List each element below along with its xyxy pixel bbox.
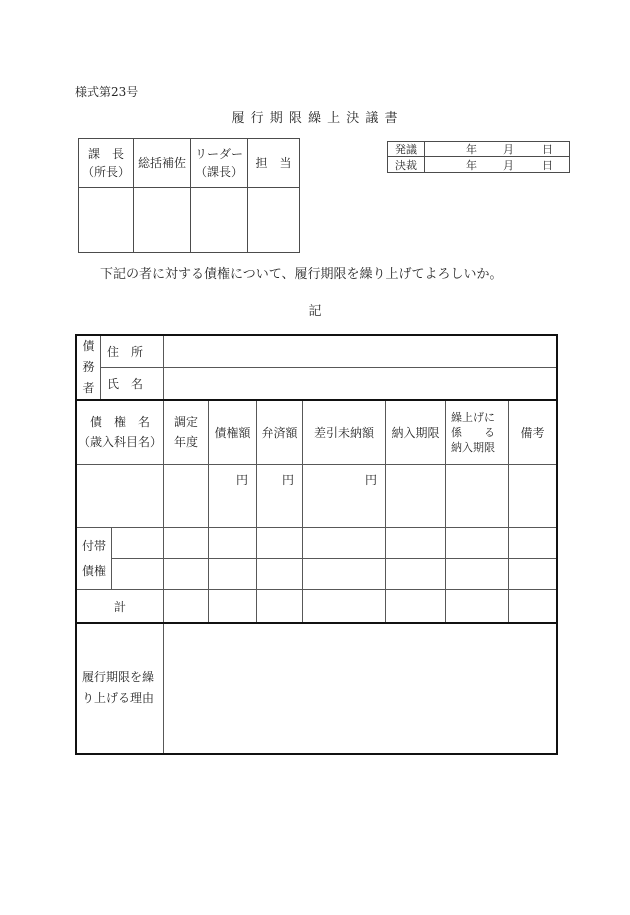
balance-due-field[interactable]: 円 xyxy=(303,465,386,528)
main-table xyxy=(75,334,558,755)
assessment-year-field[interactable] xyxy=(164,465,209,528)
claim-amount-header: 債権額 xyxy=(209,400,257,465)
record-marker: 記 xyxy=(308,304,322,319)
year-label: 年 xyxy=(466,143,477,156)
instruction-text: 下記の者に対する債権について、履行期限を繰り上げてよろしいか。 xyxy=(100,267,503,282)
claim-amount-field[interactable]: 円 xyxy=(209,465,257,528)
incidental-deadline-field-2[interactable] xyxy=(386,559,446,590)
proposal-label: 発議 xyxy=(388,142,425,157)
total-deadline-field[interactable] xyxy=(386,590,446,623)
incidental-name-field-1[interactable] xyxy=(112,528,164,559)
incidental-claim-amount-field-1[interactable] xyxy=(209,528,257,559)
page-title: 履 行 期 限 繰 上 決 議 書 xyxy=(231,111,399,126)
stamp-box-person-in-charge[interactable] xyxy=(248,188,299,252)
incidental-repaid-field-1[interactable] xyxy=(257,528,303,559)
incidental-year-field-2[interactable] xyxy=(164,559,209,590)
month-label: 月 xyxy=(503,158,514,172)
total-year-field[interactable] xyxy=(164,590,209,623)
month-label: 月 xyxy=(503,143,514,156)
proposal-date-field[interactable] xyxy=(425,142,569,157)
claim-name-field[interactable] xyxy=(77,465,164,528)
approval-header-section-chief xyxy=(79,139,134,188)
assessment-year-header: 調定 年度 xyxy=(164,400,209,465)
incidental-deadline-field-1[interactable] xyxy=(386,528,446,559)
stamp-box-section-chief[interactable] xyxy=(79,188,134,252)
total-label: 計 xyxy=(77,590,164,623)
incidental-claim-amount-field-2[interactable] xyxy=(209,559,257,590)
section-divider-debtor xyxy=(76,399,557,401)
approval-header-leader xyxy=(191,139,248,188)
incidental-repaid-field-2[interactable] xyxy=(257,559,303,590)
decision-date-table xyxy=(387,141,570,173)
repaid-amount-field[interactable]: 円 xyxy=(257,465,303,528)
debtor-label: 債 務 者 xyxy=(77,336,101,400)
advanced-deadline-field[interactable] xyxy=(446,465,509,528)
approval-date-label: 決裁 xyxy=(388,157,425,172)
incidental-advanced-field-1[interactable] xyxy=(446,528,509,559)
name-label: 氏 名 xyxy=(101,368,164,400)
name-value-field[interactable] xyxy=(164,368,556,400)
address-label: 住 所 xyxy=(101,336,164,368)
stamp-box-leader[interactable] xyxy=(191,188,248,252)
approval-label: 総括補佐 xyxy=(137,156,186,170)
total-remarks-field[interactable] xyxy=(509,590,556,623)
reason-label: 履行期限を繰 り上げる理由 xyxy=(77,623,164,753)
approval-label-sub: （所長） xyxy=(81,165,130,179)
day-label: 日 xyxy=(542,158,553,172)
year-label: 年 xyxy=(466,158,477,172)
incidental-remarks-field-2[interactable] xyxy=(509,559,556,590)
total-advanced-field[interactable] xyxy=(446,590,509,623)
day-label: 日 xyxy=(542,143,553,156)
incidental-year-field-1[interactable] xyxy=(164,528,209,559)
incidental-remarks-field-1[interactable] xyxy=(509,528,556,559)
total-repaid-field[interactable] xyxy=(257,590,303,623)
form-number: 様式第23号 xyxy=(75,85,139,99)
remarks-header: 備考 xyxy=(509,400,556,465)
approval-label: 担 当 xyxy=(255,156,292,170)
payment-deadline-header: 納入期限 xyxy=(386,400,446,465)
payment-deadline-field[interactable] xyxy=(386,465,446,528)
claim-name-header: 債 権 名 （歳入科目名） xyxy=(77,400,164,465)
approval-date-field[interactable] xyxy=(425,157,569,172)
incidental-advanced-field-2[interactable] xyxy=(446,559,509,590)
approval-label-sub: （課長） xyxy=(194,165,243,179)
approval-label: 課 長 xyxy=(87,147,124,161)
repaid-amount-header: 弁済額 xyxy=(257,400,303,465)
approval-stamp-table xyxy=(78,138,300,253)
total-balance-field[interactable] xyxy=(303,590,386,623)
reason-field[interactable] xyxy=(164,623,556,753)
incidental-claim-label: 付帯 債権 xyxy=(77,528,112,590)
advanced-deadline-header: 繰上げに 係 る 納入期限 xyxy=(446,400,509,465)
approval-label: リーダー xyxy=(194,147,243,161)
balance-due-header: 差引未納額 xyxy=(303,400,386,465)
approval-header-general-assistant xyxy=(134,139,191,188)
section-divider-total xyxy=(76,622,557,624)
incidental-balance-field-2[interactable] xyxy=(303,559,386,590)
remarks-field[interactable] xyxy=(509,465,556,528)
address-value-field[interactable] xyxy=(164,336,556,368)
incidental-name-field-2[interactable] xyxy=(112,559,164,590)
approval-header-person-in-charge xyxy=(248,139,299,188)
stamp-box-general-assistant[interactable] xyxy=(134,188,191,252)
incidental-balance-field-1[interactable] xyxy=(303,528,386,559)
total-claim-amount-field[interactable] xyxy=(209,590,257,623)
